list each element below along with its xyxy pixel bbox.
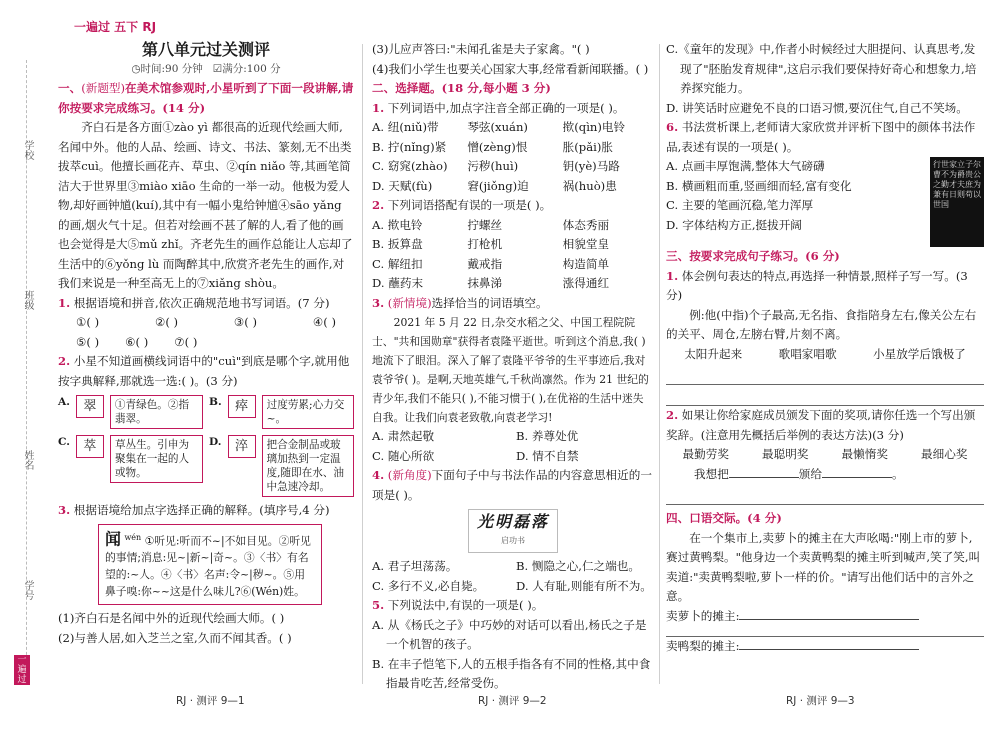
answer-line[interactable] <box>666 626 984 637</box>
question-2-2: 2. 下列词语搭配有误的一项是( )。 <box>372 198 552 212</box>
calligraphy-stele-image: 行世家立子尔曹不为爵贵公之勤才夫庶为兼有日则苟以世国 <box>930 157 984 247</box>
time-info: ◷时间:90 分钟 <box>131 62 203 75</box>
answer-blank[interactable] <box>729 465 799 478</box>
brand-logo: 一遍过 五下 RJ <box>74 20 157 34</box>
option-b[interactable]: B. 瘁 过度劳累;心力交~。 <box>209 395 354 429</box>
question-1-1: 1. 根据语境和拼音,依次正确规范地书写词语。(7 分) <box>58 295 330 310</box>
question-1-3: 3. 根据语境给加点字选择正确的解释。(填序号,4 分) <box>58 503 330 517</box>
question-2-3: 3. (新情境)选择恰当的词语填空。 <box>372 295 548 310</box>
oral-passage: 在一个集市上,卖萝卜的摊主在大声吆喝:"刚上市的萝卜,赛过黄鸭梨。"他身边一个卖黄鸭梨的摊主听到喊声,笑了笑,叫卖道:"卖黄鸭梨啦,萝卜一样的价。"请写出他们话中的言外之意。 <box>666 530 981 603</box>
option-c[interactable]: C. 萃 草丛生。引申为聚集在一起的人或物。 <box>58 435 203 497</box>
class-label: 班级 <box>22 290 33 310</box>
answer-line[interactable] <box>666 364 984 385</box>
question-2-5: 5. 下列说法中,有误的一项是( )。 <box>372 598 544 612</box>
sub-question: (3)儿应声答曰:"未闻孔雀是夫子家禽。"( ) <box>372 42 590 56</box>
option-d[interactable]: D. 淬 把合金制品或玻璃加热到一定温度,随即在水、油中急速冷却。 <box>209 435 354 497</box>
brand-badge: 一遍过 <box>14 655 30 685</box>
q5-option-d: D. 讲笑话时应避免不良的口语习惯,要沉住气,自己不笑场。 <box>666 100 968 115</box>
question-2-4: 4. (新角度)下面句子中与书法作品的内容意思相近的一项是( )。 <box>372 468 652 502</box>
score-info: ☑满分:100 分 <box>212 62 281 75</box>
column-divider <box>362 44 363 684</box>
school-label: 学校 <box>22 140 33 160</box>
radish-seller-answer: 卖萝卜的摊主: <box>666 607 984 627</box>
answer-blank[interactable]: ⑥( ) <box>125 334 149 349</box>
blank-row-2 <box>58 333 354 353</box>
exam-meta <box>58 60 354 80</box>
answer-blank[interactable]: ⑤( ) <box>76 334 100 349</box>
sub-question: (4)我们小学生也要关心国家大事,经常看新闻联播。( ) <box>372 61 649 76</box>
answer-blank[interactable] <box>739 607 919 620</box>
column-3 <box>666 40 984 657</box>
q3-passage: 2021 年 5 月 22 日,杂交水稻之父、中国工程院院士、"共和国勋章"获得者袁隆平逝世。听到这个消息,我( )地流下了眼泪。深入了解了袁隆平爷爷的生平事迹后,我对袁爷爷( )。是啊,天地英雄气,千秋尚凛然。作为 21 世纪的青少年,我们不能只( ),不能习惯于( ),在优裕的生活中迷失自我。让我们向袁老致敬,向袁老学习! <box>372 316 649 424</box>
answer-line[interactable] <box>666 484 984 505</box>
page-footer-1: RJ · 测评 9—1 <box>176 695 245 707</box>
page-footer-2: RJ · 测评 9—2 <box>478 695 547 707</box>
question-2-1: 1. 下列词语中,加点字注音全部正确的一项是( )。 <box>372 100 625 115</box>
column-1 <box>58 40 354 648</box>
sub-question: (1)齐白石是名闻中外的近现代绘画大师。( ) <box>58 611 285 626</box>
section-4-heading: 四、口语交际。(4 分) <box>666 511 782 525</box>
answer-blank[interactable]: ③( ) <box>233 315 258 329</box>
award-list: 最勤劳奖 最聪明奖 最懒惰奖 最细心奖 <box>682 447 968 461</box>
question-3-2: 2. 如果让你给家庭成员颁发下面的奖项,请你任选一个写出颁奖辞。(注意用先概括后举例的表达方法)(3 分) <box>666 408 976 442</box>
name-label: 姓名 <box>22 450 33 470</box>
blank-row-1 <box>58 313 354 333</box>
answer-blank[interactable]: ①( ) <box>76 315 100 329</box>
dictionary-options <box>58 395 354 497</box>
answer-blank[interactable]: ④( ) <box>312 315 336 329</box>
scene-choices: 太阳升起来 歌唱家唱歌 小星放学后饿极了 <box>684 346 966 361</box>
q5-option-a: A. 从《杨氏之子》中巧妙的对话可以看出,杨氏之子是一个机智的孩子。 <box>372 617 647 651</box>
award-fill-line: 我想把 颁给 。 <box>694 466 904 481</box>
answer-line[interactable] <box>666 385 984 406</box>
dictionary-entry: 闻 $^{wén}$ ①听见:听而不~|不如目见。②听见的事情;消息:见~|新~|奇~。③〈书〉有名望的:~人。④〈书〉名声:令~|秽~。⑤用鼻子嗅:你~~这是什么味儿?⑥(Wén)姓。 <box>98 524 322 606</box>
answer-blank[interactable]: ②( ) <box>154 315 179 329</box>
section-1-heading: 一、(新题型)在美术馆参观时,小星听到了下面一段讲解,请你按要求完成练习。(14 分) <box>58 81 354 115</box>
page-title: 第八单元过关测评 <box>141 40 270 59</box>
answer-blank[interactable] <box>739 637 919 650</box>
page-footer-3: RJ · 测评 9—3 <box>786 695 855 707</box>
question-2-6: 6. 书法赏析课上,老师请大家欣赏并评析下图中的颜体书法作品,表述有误的一项是( )。 <box>666 120 976 154</box>
option-a[interactable]: A. 翠 ①青绿色。②指翡翠。 <box>58 395 203 429</box>
column-2 <box>372 40 654 694</box>
q6-block: 行世家立子尔曹不为爵贵公之勤才夫庶为兼有日则苟以世国 A. 点画丰厚饱满,整体大气磅礴 B. 横画粗而重,竖画细而轻,富有变化 C. 主要的笔画沉稳,笔力浑厚 D. 字体结构方正,挺拔开阔 <box>666 157 984 247</box>
passage: 齐白石是各方面①zào yì 都很高的近现代绘画大师,名闻中外。他的人品、绘画、诗文、书法、篆刻,无不出类拔萃cuì。他擅长画花卉、草虫、②qín niǎo 等,其画笔简洁大于世界里③miào xiāo 生命的一举一动。他极为爱人物,却好画钟馗(kuí),其中有一幅小鬼给钟馗④sāo yǎng 的画,烟火气十足。但若对绘画不甚了解的人,看了他的画也会觉得是大⑤mǔ zhǐ。齐老先生的画作总能让人忘却了生活中的⑥yǒng lù 而陶醉其中,欣赏齐老先生的画作,对我们来说是一种至高无上的⑦xiǎng shòu。 <box>58 120 353 290</box>
section-3-heading: 三、按要求完成句子练习。(6 分) <box>666 249 840 263</box>
answer-blank[interactable]: ⑦( ) <box>174 334 198 349</box>
q2-options: A. 揿电铃 拧螺丝 体态秀丽 B. 扳算盘 打枪机 相貌堂皇 C. 解纽扣 戴戒指 构造简单 D. 蘸药末 抹鼻涕 涨得通红 <box>372 217 610 290</box>
calligraphy-image: 光明磊落 启功书 <box>468 509 558 553</box>
pear-seller-answer: 卖鸭梨的摊主: <box>666 637 984 657</box>
q5-option-b: B. 在丰子恺笔下,人的五根手指各有不同的性格,其中食指最肯吃苦,经常受伤。 <box>372 656 651 690</box>
column-divider <box>659 44 660 684</box>
sub-question: (2)与善人居,如入芝兰之室,久而不闻其香。( ) <box>58 630 292 645</box>
q4-options: A. 君子坦荡荡。 B. 恻隐之心,仁之端也。 C. 多行不义,必自毙。 D. 人有耻,则能有所不为。 <box>372 559 652 593</box>
answer-blank[interactable] <box>822 465 892 478</box>
section-2-heading: 二、选择题。(18 分,每小题 3 分) <box>372 81 551 95</box>
question-1-2: 2. 小星不知道画横线词语中的"cuì"到底是哪个字,就用他按字典解释,那就选一选:( )。(3 分) <box>58 354 350 388</box>
q1-options: A. 纽(niǔ)带 琴弦(xuán) 揿(qìn)电铃 B. 拧(nǐng)紧 憎(zèng)恨 胀(pǎi)胀 C. 窈窕(zhào) 污秽(huì) 钥(yè)马路 D. 天赋(fù) 窘(jiǒng)迫 祸(huò)患 <box>372 120 626 193</box>
q5-option-c: C.《童年的发现》中,作者小时候经过大胆提问、认真思考,发现了"胚胎发育规律",这启示我们要保持好奇心和想象力,培养探究能力。 <box>666 42 977 95</box>
q3-options: A. 肃然起敬 B. 养尊处优 C. 随心所欲 D. 情不自禁 <box>372 429 579 463</box>
question-3-1: 1. 体会例句表达的特点,再选择一种情景,照样子写一写。(3 分) <box>666 268 968 302</box>
example-sentence: 例:他(中指)个子最高,无名指、食指陪身左右,像关公左右的关平、周仓,左膀右臂,片刻不离。 <box>666 307 977 341</box>
id-label: 学号 <box>22 580 33 600</box>
